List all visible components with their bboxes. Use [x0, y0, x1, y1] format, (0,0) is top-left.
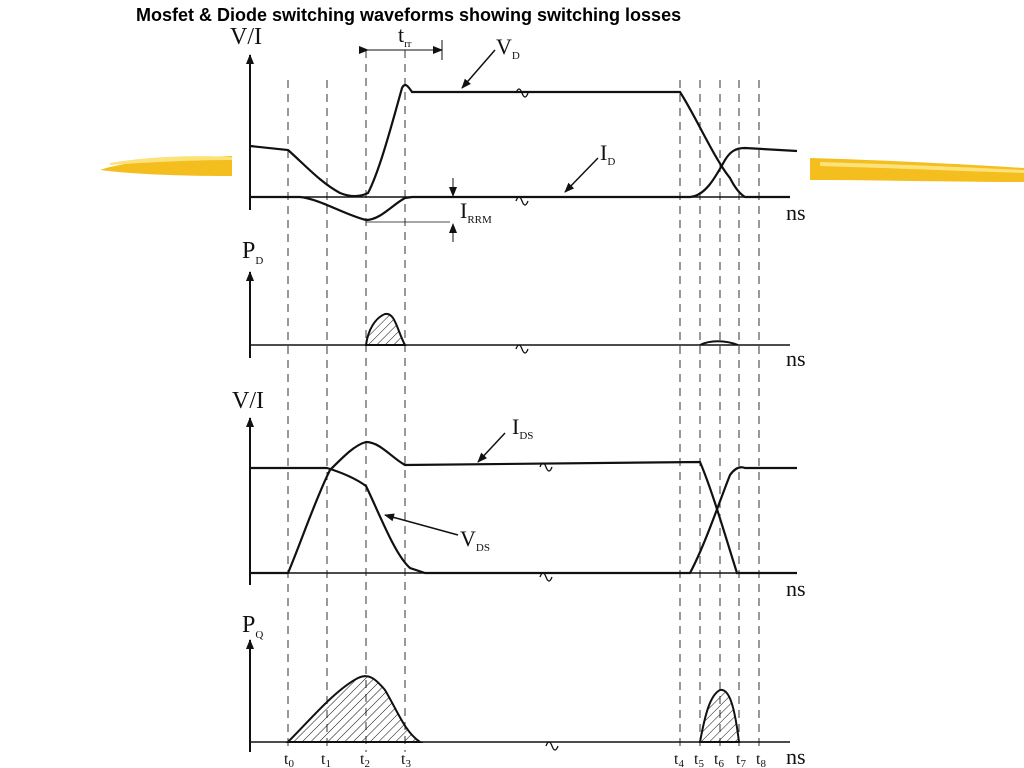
y-axis-label-vi: V/I: [230, 24, 262, 50]
id-leader: [565, 158, 598, 192]
time-label-t1: t1: [321, 751, 331, 768]
vd-label: $V_D$: [496, 34, 520, 62]
axis-break: [516, 89, 528, 205]
time-label-t2: t2: [360, 751, 370, 768]
decorative-brush-left: [100, 156, 232, 176]
time-label-t8: t8: [756, 751, 766, 768]
pd-loss-pulse: [366, 314, 405, 345]
y-axis-label-vi: V/I: [232, 388, 264, 414]
x-axis-label-ns: ns: [786, 200, 806, 225]
id-label: $I_D$: [600, 140, 616, 168]
pq-turn-off-loss: [700, 690, 739, 742]
axis-break: [540, 463, 552, 581]
vds-label: $V_{DS}$: [460, 526, 490, 554]
panel-diode-vi: [230, 22, 806, 242]
ids-label: $I_{DS}$: [512, 414, 534, 442]
x-axis-label-ns: ns: [786, 346, 806, 371]
x-axis-label-ns: ns: [786, 576, 806, 601]
time-label-t4: t4: [674, 751, 684, 768]
id-waveform: [250, 148, 797, 220]
vd-leader: [462, 50, 495, 88]
axis-break: [546, 742, 558, 750]
axis-break: [516, 345, 528, 353]
ids-leader: [478, 433, 505, 462]
time-label-t6: t6: [714, 751, 724, 768]
pq-turn-on-loss: [288, 676, 420, 742]
time-marker-labels: [284, 751, 766, 768]
time-marker-lines: [288, 50, 759, 752]
x-axis-label-ns: ns: [786, 744, 806, 768]
vds-waveform: [250, 467, 797, 573]
slide-title: Mosfet & Diode switching waveforms showing switching losses: [136, 5, 682, 25]
time-label-t0: t0: [284, 751, 294, 768]
time-label-t3: t3: [401, 751, 411, 768]
decorative-brush-right: [810, 158, 1024, 182]
irrm-label: $I_{RRM}$: [460, 198, 492, 226]
trr-label: $t_{rr}$: [398, 22, 412, 50]
vd-waveform: [250, 85, 790, 197]
time-label-t5: t5: [694, 751, 704, 768]
vds-leader: [385, 515, 458, 535]
y-axis-label-pq: $P_Q$: [242, 612, 264, 641]
time-label-t7: t7: [736, 751, 746, 768]
ids-waveform: [250, 442, 797, 573]
y-axis-label-pd: $P_D$: [242, 238, 264, 267]
